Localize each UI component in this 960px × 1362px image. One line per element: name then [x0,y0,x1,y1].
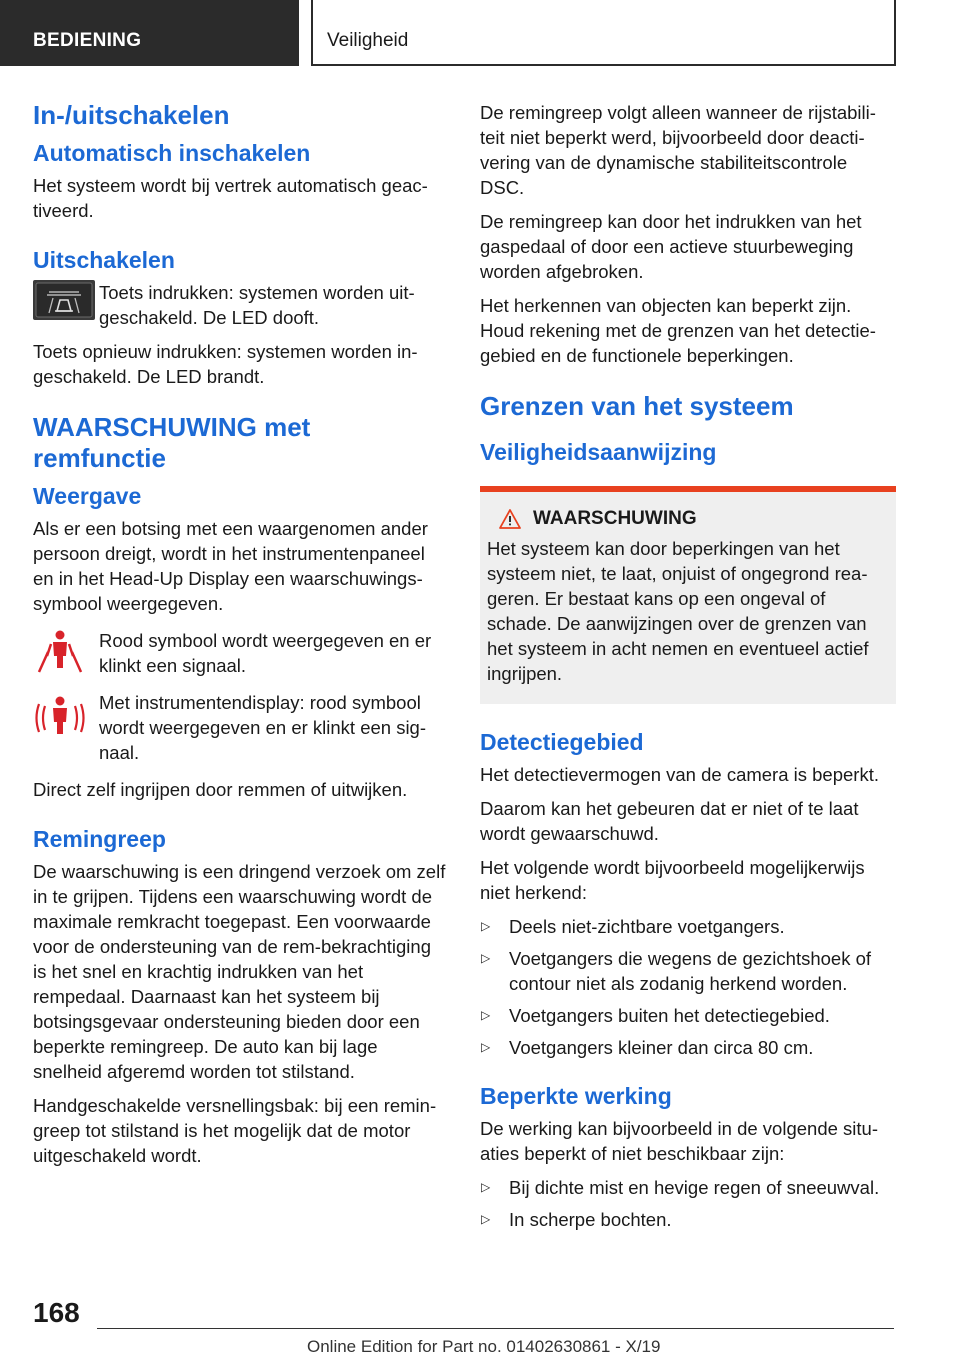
assist-button-icon [33,280,95,320]
list-item: ▷ Voetgangers buiten het detectiegebied. [481,1005,830,1026]
triangle-bullet-icon: ▷ [481,951,491,965]
heading-detectiegebied: Detectiegebied [480,729,644,755]
paragraph-brake-2: Handgeschakelde versnellingsbak: bij een remin‐greep tot stilstand is het mogelijk dat de motor uitgeschakeld wordt. [33,1095,437,1166]
heading-automatisch-inschakelen: Automatisch inschakelen [33,140,311,166]
instrument-display-text: Met instrumentendisplay: rood symbool wordt weergegeven en er klinkt een sig‐naal. [99,692,427,763]
list-item: ▷ Voetgangers die wegens de gezichtshoek of contour niet als zodanig herkend worden. [481,948,872,994]
left-column [33,100,446,1177]
pedestrian-warning-icon [33,628,87,674]
off-button-text: Toets indrukken: systemen worden uit‐geschakeld. De LED dooft. [99,282,415,328]
footer-edition: Online Edition for Part no. 01402630861 - X/19 [307,1337,661,1356]
right-column [480,100,896,1240]
list-item: ▷ Voetgangers kleiner dan circa 80 cm. [481,1037,814,1058]
heading-veiligheidsaanwijzing: Veiligheidsaanwijzing [480,439,717,465]
paragraph-auto: Het systeem wordt bij vertrek automatisch geac‐tiveerd. [33,175,428,221]
paragraph-direct: Direct zelf ingrijpen door remmen of uitwijken. [33,779,408,800]
paragraph-follow-2: De remingreep kan door het indrukken van het gaspedaal of door een actieve stuurbeweging worden afgebroken. [480,211,862,282]
paragraph-off-again: Toets opnieuw indrukken: systemen worden in‐geschakeld. De LED brandt. [33,341,418,387]
heading-beperkte-werking: Beperkte werking [480,1083,672,1109]
warning-triangle-icon [499,509,521,529]
red-symbol-text: Rood symbool wordt weergegeven en er klinkt een signaal. [99,630,432,676]
triangle-bullet-icon: ▷ [481,1040,491,1054]
paragraph-detect-3: Het volgende wordt bijvoorbeeld mogelijkerwijs niet herkend: [480,857,865,903]
pedestrian-sound-icon [33,690,87,736]
off-button-row [33,280,446,330]
heading-waarschuwing-remfunctie: WAARSCHUWING met remfunctie [33,412,311,473]
page-number: 168 [33,1297,80,1328]
heading-in-uitschakelen: In-/uitschakelen [33,100,230,130]
paragraph-detect-1: Het detectievermogen van de camera is beperkt. [480,764,879,785]
paragraph-follow-3: Het herkennen van objecten kan beperkt zijn. Houd rekening met de grenzen van het detectie‐gebied en de functionele beperkingen. [480,295,876,366]
heading-weergave: Weergave [33,483,142,509]
header-section-label: BEDIENING [33,30,142,51]
triangle-bullet-icon: ▷ [481,1180,491,1194]
warning-title: WAARSCHUWING [533,508,697,529]
warning-title-row [499,508,889,530]
header-topic-tab [311,0,896,66]
triangle-bullet-icon: ▷ [481,1008,491,1022]
heading-remingreep: Remingreep [33,826,166,852]
header-topic-label: Veiligheid [327,30,409,51]
instrument-display-row [33,690,446,765]
detect-list [480,914,896,1060]
heading-grenzen-systeem: Grenzen van het systeem [480,391,794,421]
paragraph-limited: De werking kan bijvoorbeeld in de volgende situ‐aties beperkt of niet beschikbaar zijn: [480,1118,878,1164]
triangle-bullet-icon: ▷ [481,1212,491,1226]
paragraph-brake-1: De waarschuwing is een dringend verzoek om zelf in te grijpen. Tijdens een waarschuwing wordt de maximale remkracht toegepast. Een voorwaarde voor de ondersteuning van de rem‐bekrachtiging is het snel en krachtig indrukken van het rempedaal. Daarnaast kan het systeem bij botsingsgevaar ondersteuning bieden door een beperkte remingreep. De auto kan bij lage snelheid afgeremd worden tot stilstand. [33,861,446,1082]
list-item: ▷ Deels niet-zichtbare voetgangers. [481,916,785,937]
heading-uitschakelen: Uitschakelen [33,247,175,273]
triangle-bullet-icon: ▷ [481,919,491,933]
list-item: ▷ Bij dichte mist en hevige regen of sneeuwval. [481,1177,880,1198]
paragraph-detect-2: Daarom kan het gebeuren dat er niet of te laat wordt gewaarschuwd. [480,798,859,844]
warning-text: Het systeem kan door beperkingen van het systeem niet, te laat, onjuist of ongegrond rea‐geren. Er bestaat kans op een ongeval of schade. De aanwijzingen over de grenzen van het systeem in acht nemen en eventueel actief ingrijpen. [487,538,869,684]
warning-box [480,486,896,704]
limited-list [480,1175,896,1232]
footer-divider [97,1328,894,1329]
paragraph-display: Als er een botsing met een waargenomen ander persoon dreigt, wordt in het instrumentenpaneel en in het Head-Up Display een waarschuwings‐symbool weergegeven. [33,518,428,614]
red-symbol-row [33,628,446,678]
paragraph-follow-1: De remingreep volgt alleen wanneer de rijstabili‐teit niet beperkt werd, bijvoorbeeld door deacti‐vering van de dynamische stabiliteitscontrole DSC. [480,102,876,198]
list-item: ▷ In scherpe bochten. [481,1209,672,1230]
header-section-tab [0,0,299,66]
